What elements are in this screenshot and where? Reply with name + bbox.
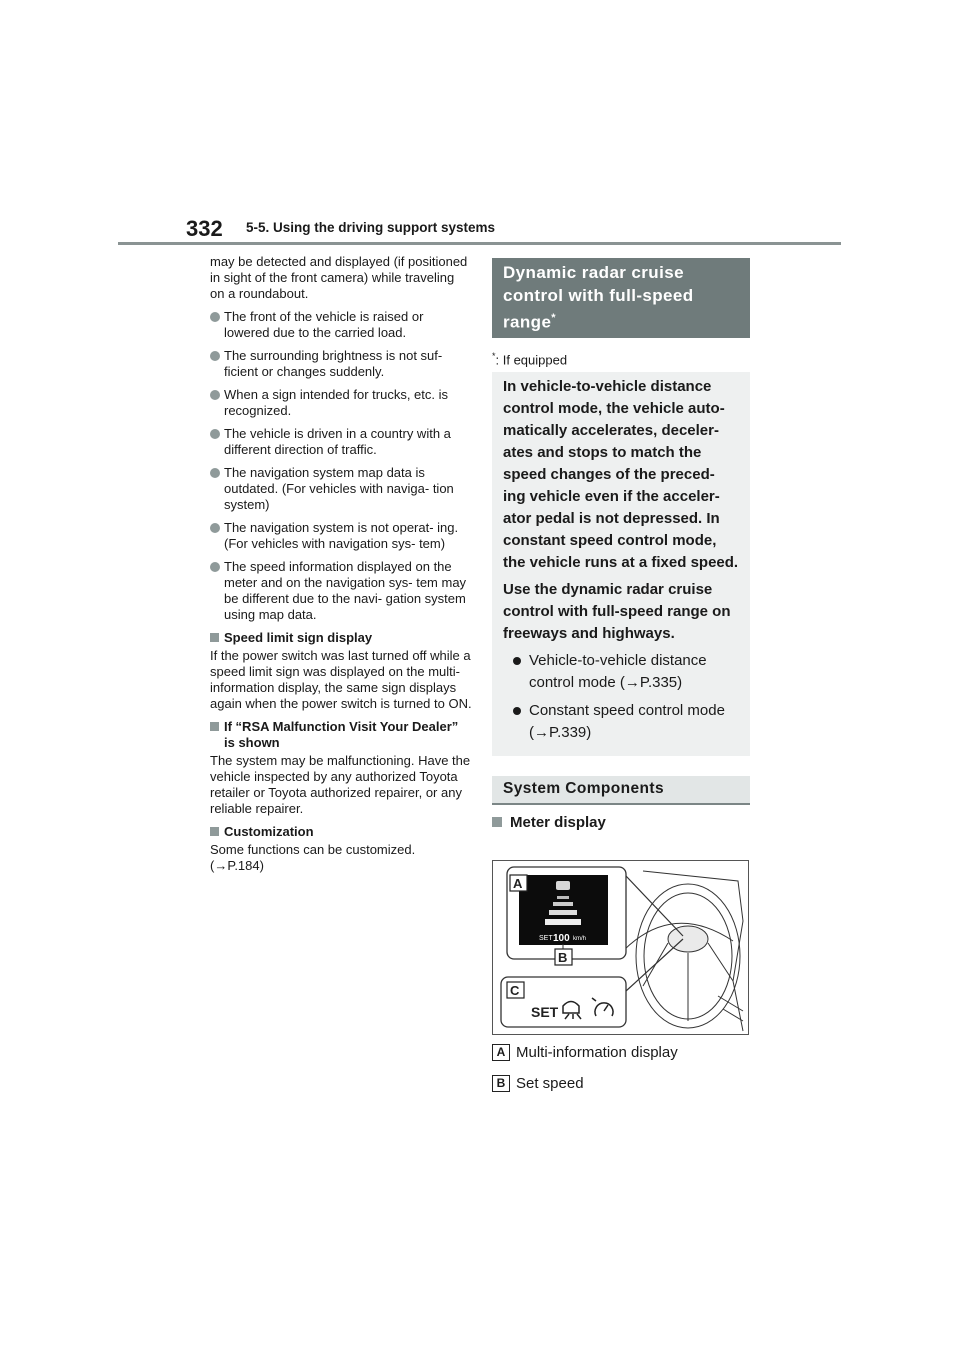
right-column (492, 258, 750, 831)
label-a: A (513, 876, 523, 891)
legend-label: A (492, 1044, 510, 1061)
subheading-customization: Customization (210, 824, 472, 840)
bullet-dot-icon (210, 351, 220, 361)
section-title: 5-5. Using the driving support systems (246, 220, 496, 235)
legend-item-b: B Set speed (492, 1075, 584, 1092)
bullet-dot-icon (210, 429, 220, 439)
square-bullet-icon (210, 722, 219, 731)
list-item: The speed information displayed on the meter and on the navigation sys- tem may be different due to the navi- gation system using map data. (210, 559, 472, 623)
list-item: The navigation system map data is outdated. (For vehicles with naviga- tion system) (210, 465, 472, 513)
list-item: The surrounding brightness is not suf- ficient or changes suddenly. (210, 348, 472, 380)
section-body: If the power switch was last turned off while a speed limit sign was displayed on the multi-information display, the same sign displays again when the power switch is turned to ON. (210, 648, 472, 711)
subheading-rsa-malfunction: If “RSA Malfunction Visit Your Dealer” is shown (210, 719, 472, 751)
list-item: Constant speed control mode (→P.339) (503, 700, 740, 744)
page-number: 332 (186, 216, 223, 241)
label-c: C (510, 983, 520, 998)
bullet-dot-icon (210, 562, 220, 572)
square-bullet-icon (210, 827, 219, 836)
meter-illustration (493, 861, 748, 1034)
list-item: The navigation system is not operat- ing. (For vehicles with navigation sys- tem) (210, 520, 472, 552)
header-rule (118, 242, 841, 245)
bullet-dot-icon (210, 312, 220, 322)
meter-figure (492, 860, 749, 1035)
intro-paragraph: In vehicle-to-vehicle distance control mode, the vehicle auto- matically accelerates, deceler- ates and stops to match the speed changes of the preced- ing vehicle even if the acceler- ator pedal is not depressed. In constant speed control mode, the vehicle runs at a fixed speed. (503, 378, 739, 571)
meter-display-heading: Meter display (492, 814, 750, 831)
bullet-dot-icon (210, 523, 220, 533)
intro-box (492, 372, 750, 756)
subheading-speed-limit: Speed limit sign display (210, 630, 472, 646)
bullet-dot-icon (513, 707, 521, 715)
bullet-dot-icon (513, 657, 521, 665)
set-word: SET (539, 935, 553, 942)
section-body: Some functions can be customized. (→P.184) (210, 842, 416, 873)
legend-item-a: A Multi-information display (492, 1044, 678, 1061)
square-bullet-icon (210, 633, 219, 642)
list-item: Vehicle-to-vehicle distance control mode (→P.335) (503, 650, 740, 694)
legend-label: B (492, 1075, 510, 1092)
set-speed-value: 100 (553, 933, 570, 944)
intro-text: may be detected and displayed (if positioned in sight of the front camera) while traveling on a roundabout. (210, 254, 468, 301)
speed-unit: km/h (573, 936, 587, 942)
list-item: The vehicle is driven in a country with a different direction of traffic. (210, 426, 472, 458)
square-bullet-icon (492, 817, 502, 827)
bullet-dot-icon (210, 390, 220, 400)
label-b: B (558, 950, 568, 965)
steering-wheel-drawing (623, 871, 743, 1031)
set-indicator: SET (531, 1004, 559, 1020)
intro-paragraph: Use the dynamic radar cruise control with full-speed range on freeways and highways. (503, 581, 731, 642)
topic-title: Dynamic radar cruise control with full-speed range* (492, 258, 750, 338)
system-components-heading: System Components (492, 776, 750, 805)
bullet-dot-icon (210, 468, 220, 478)
footnote: *: If equipped (492, 351, 568, 368)
left-column (210, 254, 472, 881)
car-icon (556, 881, 570, 890)
list-item: The front of the vehicle is raised or lowered due to the carried load. (210, 309, 472, 341)
list-item: When a sign intended for trucks, etc. is recognized. (210, 387, 472, 419)
section-body: The system may be malfunctioning. Have the vehicle inspected by any authorized Toyota retailer or Toyota authorized repairer, or any reliable repairer. (210, 753, 471, 816)
